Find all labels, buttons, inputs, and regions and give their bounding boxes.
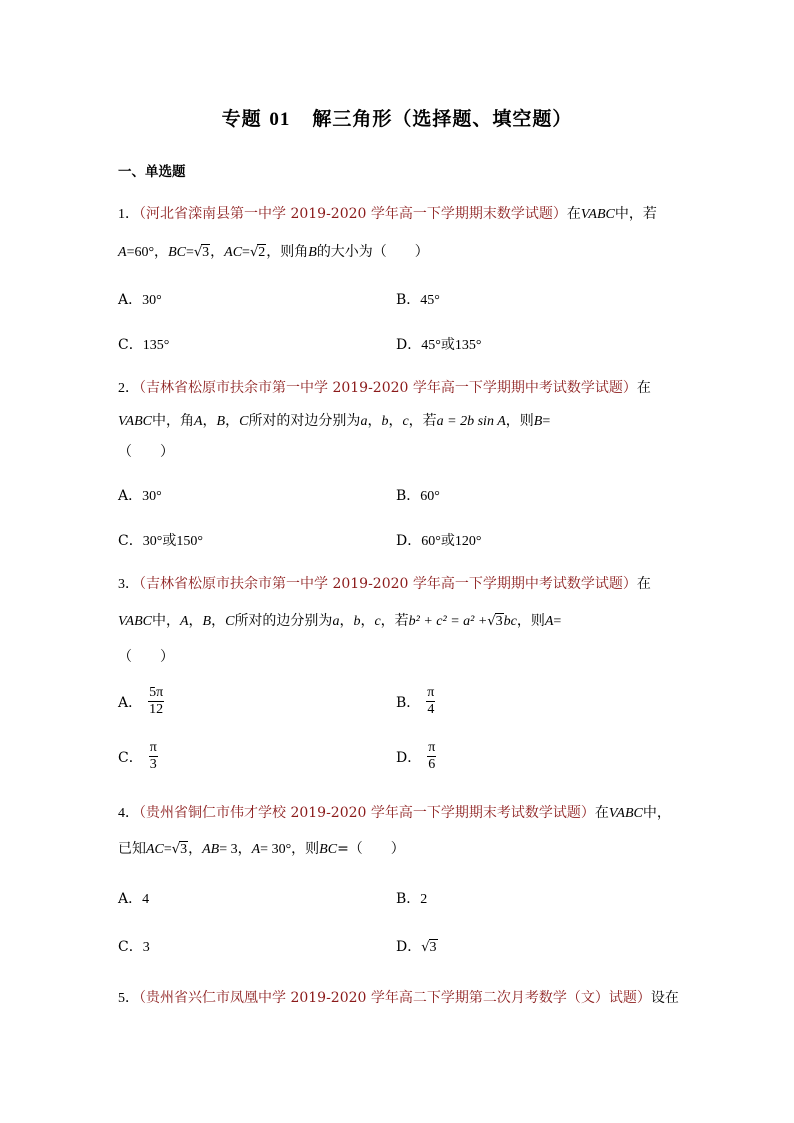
option-2a[interactable]: A．30° (118, 488, 162, 504)
question-number: 3 (118, 577, 125, 592)
option-4d[interactable]: D．√3 (396, 939, 437, 955)
question-3-line-3: （ ） (118, 649, 174, 665)
option-3d[interactable]: D． $\frac{\pi}{6}$ (396, 740, 436, 773)
question-5-line-1: 5．（贵州省兴仁市凤凰中学 2019-2020 学年高二下学期第二次月考数学（文）试题）设在 (118, 990, 679, 1006)
page-title (0, 104, 794, 131)
question-source: （贵州省兴仁市凤凰中学 2019-2020 学年高二下学期第二次月考数学（文）试题） (139, 990, 651, 1006)
title-part: 专题 (221, 108, 262, 130)
option-4c[interactable]: C．3 (118, 939, 150, 955)
option-2c[interactable]: C．30°或150° (118, 533, 203, 549)
option-1a[interactable]: A．30° (118, 292, 162, 308)
option-2d[interactable]: D．60°或120° (396, 533, 482, 549)
option-3b[interactable]: B． $\frac{\pi}{4}$ (396, 685, 435, 718)
option-3c[interactable]: C． $\frac{\pi}{3}$ (118, 740, 157, 773)
question-source: （河北省滦南县第一中学 2019-2020 学年高一下学期期末数学试题） (139, 206, 567, 222)
option-4a[interactable]: A．4 (118, 891, 150, 907)
title-subject: 解三角形（选择题、填空题） (312, 108, 573, 130)
question-1-line-1: 1．（河北省滦南县第一中学 2019-2020 学年高一下学期期末数学试题）在VABC中，若 (118, 206, 657, 222)
option-3a[interactable]: A． $\frac{5\pi}{12}$ (118, 685, 164, 718)
question-number: 2 (118, 381, 125, 396)
question-source: （吉林省松原市扶余市第一中学 2019-2020 学年高一下学期期中考试数学试题） (139, 380, 637, 396)
option-4b[interactable]: B．2 (396, 891, 428, 907)
option-2b[interactable]: B．60° (396, 488, 440, 504)
question-2-line-2: VABC中，角A，B，C所对的对边分别为a，b，c，若a = 2b sin A，则B= (118, 413, 551, 429)
question-number: 1 (118, 207, 125, 222)
question-4-line-2: 已知AC=√3，AB= 3，A= 30°，则BC=（ ） (118, 841, 405, 857)
question-3-line-2: VABC中，A，B，C所对的边分别为a，b，c，若b² + c² = a² +√3bc，则A= (118, 613, 562, 629)
question-3-line-1: 3．（吉林省松原市扶余市第一中学 2019-2020 学年高一下学期期中考试数学试题）在 (118, 576, 651, 592)
question-2-line-1: 2．（吉林省松原市扶余市第一中学 2019-2020 学年高一下学期期中考试数学试题）在 (118, 380, 651, 396)
question-2-line-3: （ ） (118, 444, 174, 460)
question-source: （吉林省松原市扶余市第一中学 2019-2020 学年高一下学期期中考试数学试题） (139, 576, 637, 592)
question-1-line-2: A=60°，BC=√3，AC=√2，则角B的大小为（ ） (118, 244, 429, 260)
option-1d[interactable]: D．45°或135° (396, 337, 482, 353)
title-number: 01 (269, 109, 291, 130)
option-1c[interactable]: C．135° (118, 337, 170, 353)
question-number: 5 (118, 991, 125, 1006)
section-heading: 一、单选题 (118, 164, 186, 180)
question-4-line-1: 4．（贵州省铜仁市伟才学校 2019-2020 学年高一下学期期末考试数学试题）在VABC中， (118, 805, 671, 821)
question-number: 4 (118, 806, 125, 821)
question-source: （贵州省铜仁市伟才学校 2019-2020 学年高一下学期期末考试数学试题） (139, 805, 595, 821)
option-1b[interactable]: B．45° (396, 292, 440, 308)
